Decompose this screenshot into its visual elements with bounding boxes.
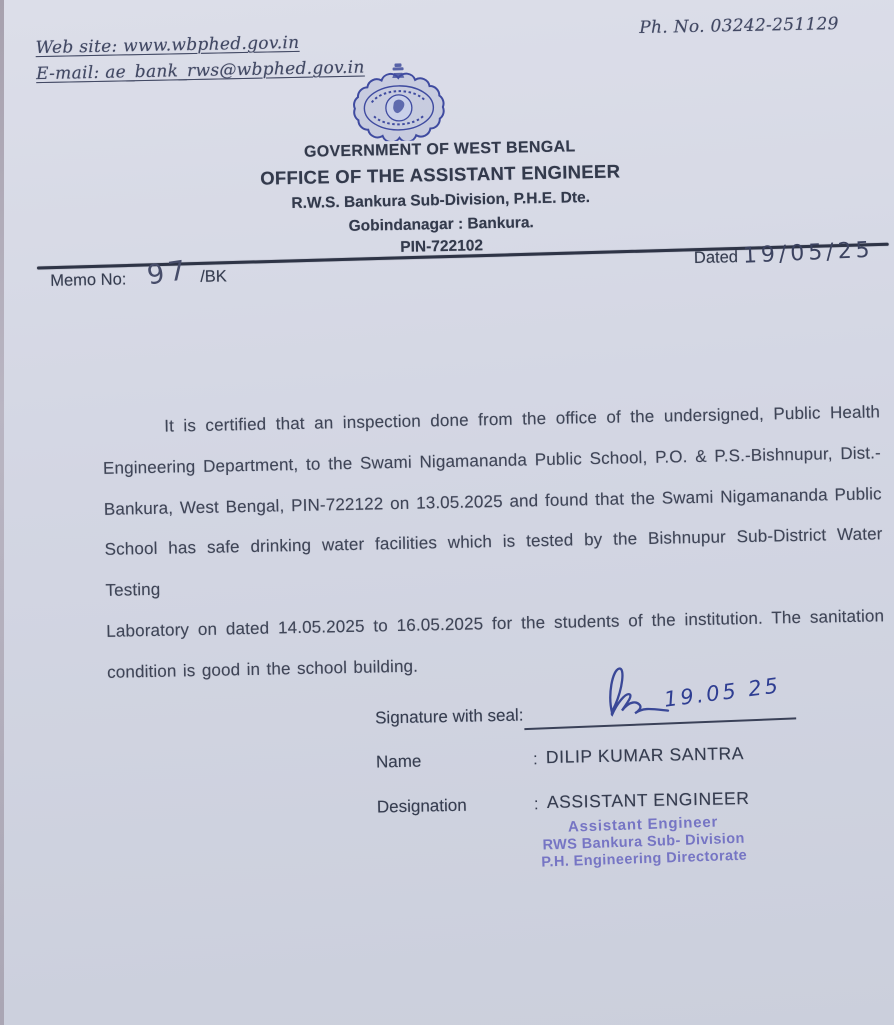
- body-line: School has safe drinking water facilities which is tested by the Bishnupur Sub-District Water Testing: [104, 524, 883, 601]
- designation-label: Designation: [376, 795, 467, 817]
- place-line: Gobindanagar : Bankura.: [348, 214, 534, 235]
- scan-page-edge: [0, 0, 4, 1025]
- phone-line: Ph. No. 03242-251129: [639, 14, 840, 39]
- office-title: OFFICE OF THE ASSISTANT ENGINEER: [259, 160, 621, 189]
- designation-value: ASSISTANT ENGINEER: [546, 787, 750, 813]
- memo-number-handwritten: 97: [145, 254, 192, 292]
- body-line: Bankura, West Bengal, PIN-722122 on 13.05.2025 and found that the Swami Nigamananda Public: [103, 483, 882, 519]
- body-line: Laboratory on dated 14.05.2025 to 16.05.2025 for the students of the institution. The sanitation: [106, 606, 885, 641]
- name-value: DILIP KUMAR SANTRA: [545, 743, 745, 768]
- stamp-line: P.H. Engineering Directorate: [541, 847, 748, 871]
- website-line: [35, 33, 299, 58]
- stamp-line: Assistant Engineer: [567, 813, 719, 836]
- memo-no-label: Memo No:: [50, 270, 127, 290]
- body-line: Engineering Department, to the Swami Nigamananda Public School, P.O. & P.S.-Bishnupur, Dist.-: [102, 443, 882, 478]
- west-bengal-emblem-icon: [346, 62, 452, 142]
- signature-with-seal-label: Signature with seal:: [374, 705, 524, 728]
- dated-label: Dated: [693, 248, 739, 267]
- name-colon: :: [532, 749, 538, 769]
- body-line: condition is good in the school building.: [106, 656, 419, 682]
- office-stamp: [528, 812, 760, 872]
- signature-date-handwritten: 19.05 25: [662, 673, 783, 712]
- designation-colon: :: [533, 794, 539, 814]
- pin-line: PIN-722102: [400, 237, 484, 256]
- memo-suffix: /BK: [200, 267, 228, 286]
- name-label: Name: [375, 751, 422, 772]
- certificate-body: [102, 392, 886, 693]
- email-text: E-mail: ae_bank_rws@wbphed.gov.in: [35, 57, 365, 85]
- division-line: R.W.S. Bankura Sub-Division, P.H.E. Dte.: [291, 189, 591, 213]
- body-line: It is certified that an inspection done from the office of the undersigned, Public Health: [164, 402, 881, 436]
- dated-handwritten: 19/05/25: [742, 237, 875, 269]
- government-title: GOVERNMENT OF WEST BENGAL: [303, 138, 576, 161]
- stamp-line: RWS Bankura Sub- Division: [542, 830, 746, 854]
- email-line: [36, 58, 365, 85]
- website-text: Web site: www.wbphed.gov.in: [35, 32, 300, 59]
